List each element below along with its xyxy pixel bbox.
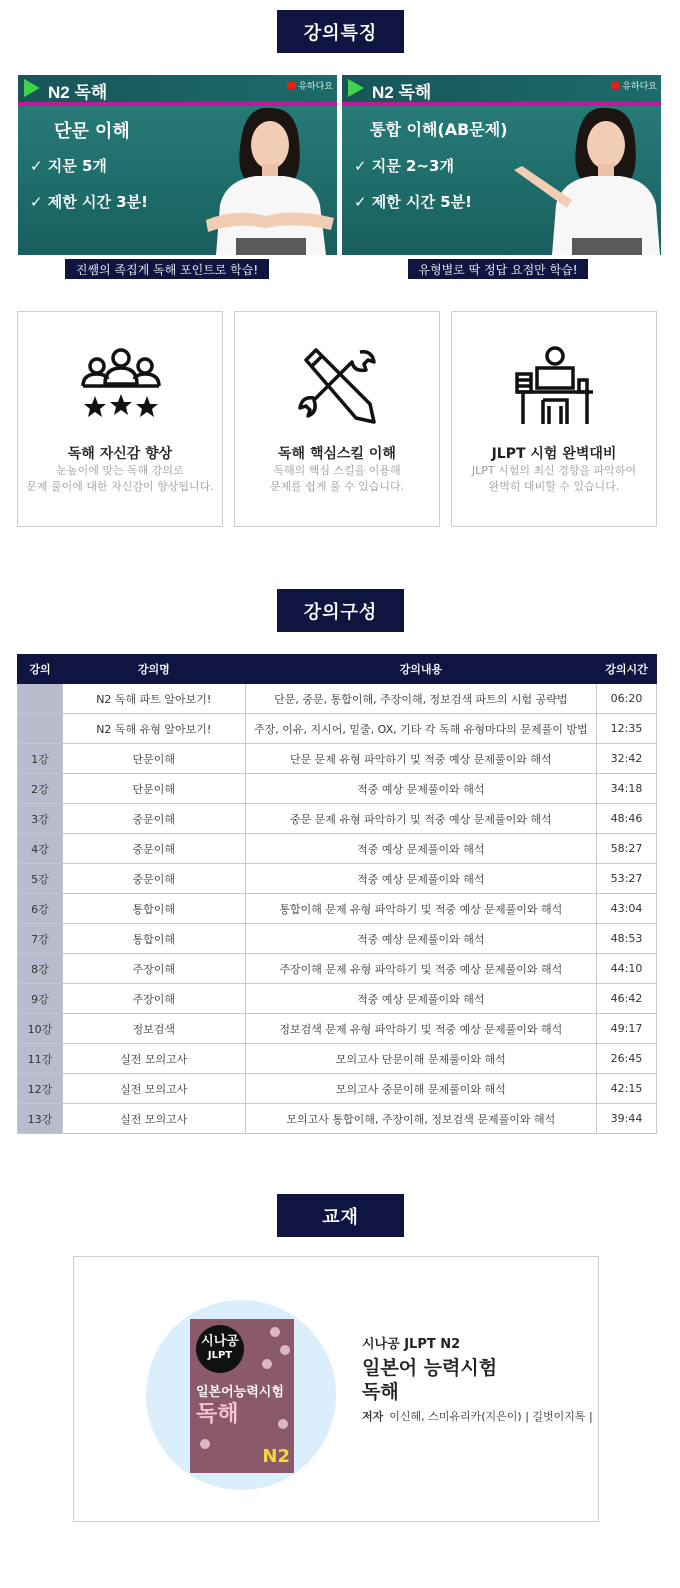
feature-card-skill bbox=[234, 311, 440, 527]
video-check-item: ✓ 지문 2~3개 bbox=[354, 157, 454, 175]
lecture-content-cell: 적중 예상 문제풀이와 해석 bbox=[245, 864, 596, 894]
lecture-time-cell: 34:18 bbox=[597, 774, 657, 804]
book-series: 시나공 JLPT N2 bbox=[362, 1337, 461, 1352]
lecture-time-cell: 44:10 bbox=[597, 954, 657, 984]
lecture-name-cell: 실전 모의고사 bbox=[62, 1074, 245, 1104]
lecture-number-cell: 13강 bbox=[18, 1104, 63, 1134]
lecture-content-cell: 정보검색 문제 유형 파악하기 및 적중 예상 문제풀이와 해석 bbox=[245, 1014, 596, 1044]
video-check-item: ✓ 지문 5개 bbox=[30, 157, 107, 175]
lecture-name-cell: 중문이해 bbox=[62, 864, 245, 894]
lecture-time-cell: 43:04 bbox=[597, 894, 657, 924]
lecture-number-cell: 12강 bbox=[18, 1074, 63, 1104]
lecture-number-cell: 8강 bbox=[18, 954, 63, 984]
instructor-figure bbox=[512, 100, 660, 255]
lecture-time-cell: 48:53 bbox=[597, 924, 657, 954]
lecture-time-cell: 26:45 bbox=[597, 1044, 657, 1074]
book-info bbox=[362, 1333, 593, 1424]
column-header: 강의명 bbox=[62, 655, 245, 684]
feature-description: JLPT 시험의 최신 경향을 파악하여 완벽히 대비할 수 있습니다. bbox=[471, 464, 637, 493]
column-header: 강의내용 bbox=[245, 655, 596, 684]
video-check-item: ✓ 제한 시간 3분! bbox=[30, 193, 148, 211]
book-title: 일본어 능력시험 독해 bbox=[362, 1357, 498, 1403]
lecture-name-cell: N2 독해 유형 알아보기! bbox=[62, 714, 245, 744]
lecture-content-cell: 적중 예상 문제풀이와 해석 bbox=[245, 834, 596, 864]
table-row bbox=[18, 744, 657, 774]
lecture-name-cell: 통합이해 bbox=[62, 894, 245, 924]
video-heading: 단문 이해 bbox=[54, 121, 130, 142]
cover-subject: 독해 bbox=[196, 1402, 239, 1427]
instructor-figure bbox=[196, 100, 336, 255]
table-row bbox=[18, 864, 657, 894]
lecture-number-cell: 1강 bbox=[18, 744, 63, 774]
lecture-number-cell bbox=[18, 684, 63, 714]
lecture-number-cell: 7강 bbox=[18, 924, 63, 954]
lecture-number-cell: 9강 bbox=[18, 984, 63, 1014]
lecture-time-cell: 42:15 bbox=[597, 1074, 657, 1104]
lecture-time-cell: 48:46 bbox=[597, 804, 657, 834]
lecture-time-cell: 12:35 bbox=[597, 714, 657, 744]
course-table bbox=[17, 654, 657, 1134]
lecture-name-cell: N2 독해 파트 알아보기! bbox=[62, 684, 245, 714]
lecture-name-cell: 주장이해 bbox=[62, 954, 245, 984]
cover-logo: 시나공 JLPT bbox=[196, 1325, 244, 1373]
lecture-name-cell: 정보검색 bbox=[62, 1014, 245, 1044]
lecture-number-cell: 5강 bbox=[18, 864, 63, 894]
video-thumbnail-2[interactable] bbox=[342, 75, 661, 255]
lecture-content-cell: 적중 예상 문제풀이와 해석 bbox=[245, 774, 596, 804]
lecture-time-cell: 53:27 bbox=[597, 864, 657, 894]
lecture-number-cell: 10강 bbox=[18, 1014, 63, 1044]
lecture-number-cell: 4강 bbox=[18, 834, 63, 864]
lecture-content-cell: 통합이해 문제 유형 파악하기 및 적중 예상 문제풀이와 해석 bbox=[245, 894, 596, 924]
youtube-icon bbox=[287, 82, 296, 89]
cover-title: 일본어능력시험 bbox=[196, 1385, 284, 1400]
lecture-name-cell: 중문이해 bbox=[62, 804, 245, 834]
lecture-content-cell: 단문 문제 유형 파악하기 및 적중 예상 문제풀이와 해석 bbox=[245, 744, 596, 774]
feature-card-confidence bbox=[17, 311, 223, 527]
table-row bbox=[18, 1104, 657, 1134]
youtube-icon bbox=[611, 82, 620, 89]
table-row bbox=[18, 774, 657, 804]
youtube-channel-badge: 유하다요 bbox=[611, 79, 657, 92]
book-card bbox=[73, 1256, 599, 1522]
course-section-title: 강의구성 bbox=[277, 589, 404, 632]
table-row bbox=[18, 804, 657, 834]
play-icon bbox=[348, 79, 364, 97]
video-title: N2 독해 bbox=[48, 83, 108, 102]
video-check-item: ✓ 제한 시간 5분! bbox=[354, 193, 472, 211]
lecture-content-cell: 단문, 중문, 통합이해, 주장이해, 정보검색 파트의 시험 공략법 bbox=[245, 684, 596, 714]
book-cover[interactable] bbox=[190, 1319, 294, 1473]
lecture-content-cell: 모의고사 단문이해 문제풀이와 해석 bbox=[245, 1044, 596, 1074]
video-title: N2 독해 bbox=[372, 83, 432, 102]
table-header-row bbox=[18, 655, 657, 684]
lecture-name-cell: 실전 모의고사 bbox=[62, 1044, 245, 1074]
lecture-number-cell: 2강 bbox=[18, 774, 63, 804]
lecture-number-cell bbox=[18, 714, 63, 744]
people-stars-icon bbox=[81, 346, 161, 426]
lecture-content-cell: 적중 예상 문제풀이와 해석 bbox=[245, 984, 596, 1014]
lecture-content-cell: 주장, 이유, 지시어, 밑줄, OX, 기타 각 독해 유형마다의 문제풀이 방법 bbox=[245, 714, 596, 744]
lecture-name-cell: 단문이해 bbox=[62, 774, 245, 804]
feature-card-jlpt bbox=[451, 311, 657, 527]
lecture-number-cell: 6강 bbox=[18, 894, 63, 924]
cover-level: N2 bbox=[262, 1446, 290, 1467]
column-header: 강의시간 bbox=[597, 655, 657, 684]
lecture-time-cell: 58:27 bbox=[597, 834, 657, 864]
table-row bbox=[18, 924, 657, 954]
table-row bbox=[18, 834, 657, 864]
video-caption-2: 유형별로 딱 정답 요점만 학습! bbox=[408, 259, 588, 279]
table-row bbox=[18, 684, 657, 714]
lecture-number-cell: 11강 bbox=[18, 1044, 63, 1074]
video-thumbnail-1[interactable] bbox=[18, 75, 337, 255]
lecture-number-cell: 3강 bbox=[18, 804, 63, 834]
feature-description: 눈높이에 맞는 독해 강의로 문제 풀이에 대한 자신감이 향상됩니다. bbox=[26, 464, 214, 493]
feature-title: 독해 자신감 향상 bbox=[67, 446, 173, 462]
youtube-channel-badge: 유하다요 bbox=[287, 79, 333, 92]
play-icon bbox=[24, 79, 40, 97]
table-row bbox=[18, 1014, 657, 1044]
lecture-content-cell: 적중 예상 문제풀이와 해석 bbox=[245, 924, 596, 954]
lecture-time-cell: 49:17 bbox=[597, 1014, 657, 1044]
lecture-content-cell: 모의고사 중문이해 문제풀이와 해석 bbox=[245, 1074, 596, 1104]
column-header: 강의 bbox=[18, 655, 63, 684]
lecture-time-cell: 06:20 bbox=[597, 684, 657, 714]
lecture-name-cell: 중문이해 bbox=[62, 834, 245, 864]
lecture-content-cell: 주장이해 문제 유형 파악하기 및 적중 예상 문제풀이와 해석 bbox=[245, 954, 596, 984]
lecture-name-cell: 주장이해 bbox=[62, 984, 245, 1014]
table-row bbox=[18, 894, 657, 924]
table-row bbox=[18, 1074, 657, 1104]
feature-title: JLPT 시험 완벽대비 bbox=[491, 446, 617, 462]
feature-title: 독해 핵심스킬 이해 bbox=[278, 446, 396, 462]
lecture-time-cell: 39:44 bbox=[597, 1104, 657, 1134]
lecture-content-cell: 중문 문제 유형 파악하기 및 적중 예상 문제풀이와 해석 bbox=[245, 804, 596, 834]
table-row bbox=[18, 954, 657, 984]
lecture-time-cell: 46:42 bbox=[597, 984, 657, 1014]
study-desk-icon bbox=[515, 346, 595, 426]
lecture-name-cell: 통합이해 bbox=[62, 924, 245, 954]
lecture-name-cell: 단문이해 bbox=[62, 744, 245, 774]
pencil-wrench-icon bbox=[298, 346, 378, 426]
table-row bbox=[18, 1044, 657, 1074]
table-row bbox=[18, 714, 657, 744]
feature-description: 독해의 핵심 스킬을 이용해 문제를 쉽게 풀 수 있습니다. bbox=[269, 464, 405, 493]
lecture-name-cell: 실전 모의고사 bbox=[62, 1104, 245, 1134]
features-section-title: 강의특징 bbox=[277, 10, 404, 53]
video-caption-1: 진쌤의 족집게 독해 포인트로 학습! bbox=[65, 259, 269, 279]
book-section-title: 교재 bbox=[277, 1194, 404, 1237]
video-heading: 통합 이해(AB문제) bbox=[370, 120, 508, 139]
book-author: 저자 이신혜, 스미유리카(지은이) | 길벗이지톡 | bbox=[362, 1410, 593, 1423]
lecture-time-cell: 32:42 bbox=[597, 744, 657, 774]
table-row bbox=[18, 984, 657, 1014]
lecture-content-cell: 모의고사 통합이해, 주장이해, 정보검색 문제풀이와 해석 bbox=[245, 1104, 596, 1134]
